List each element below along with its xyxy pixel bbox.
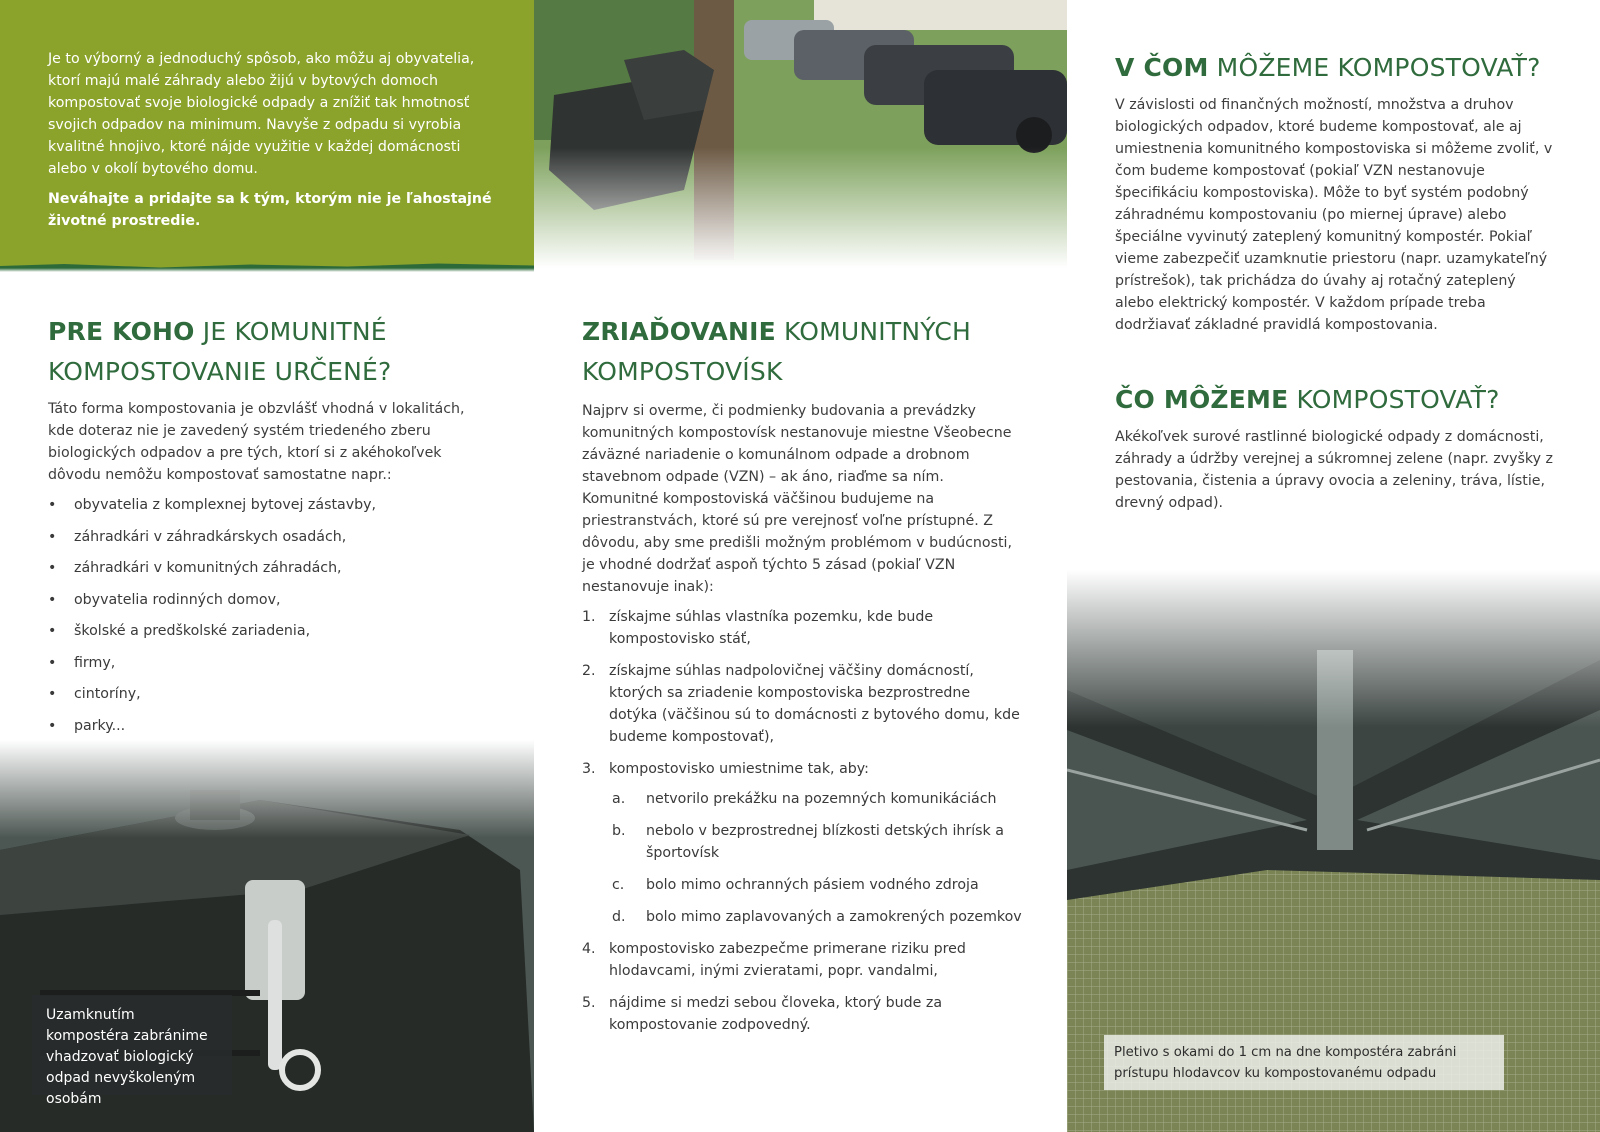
intro-box — [0, 0, 534, 268]
list-item: • firmy, — [48, 652, 488, 674]
principle-item — [582, 660, 1022, 748]
heading-v-com-rest: MÔŽEME KOMPOSTOVAŤ? — [1208, 53, 1541, 82]
heading-zriadovanie-bold: ZRIAĎOVANIE — [582, 317, 776, 346]
principle-text: kompostovisko zabezpečme primerane riziku pred hlodavcami, inými zvieratami, popr. vandalmi, — [609, 941, 966, 979]
principle-item — [582, 992, 1022, 1036]
placement-conditions-list — [609, 788, 1022, 928]
heading-co-mozeme — [1115, 380, 1555, 420]
principle-number: 4. — [582, 941, 596, 957]
heading-pre-koho-rest: JE KOMUNITNÉ KOMPOSTOVANIE URČENÉ? — [48, 317, 392, 386]
principles-list — [582, 606, 1022, 1036]
principle-text: nájdime si medzi sebou človeka, ktorý bude za kompostovanie zodpovedný. — [609, 995, 943, 1033]
principle-text: získajme súhlas nadpolovičnej väčšiny domácností, ktorých sa zriadenie kompostoviska bezprostredne dotýka (väčšinou sú to domácnosti z bytového domu, kde budeme kompostovať), — [609, 663, 1020, 745]
zriadovanie-paragraph: Najprv si overme, či podmienky budovania a prevádzky komunitných kompostovísk nestanovuje miestne Všeobecne záväzné nariadenie o komunálnom odpade a drobnom stavebnom odpade (VZN) – ak áno, riaďme sa ním. Komunitné kompostoviská väčšinou budujeme na priestranstvách, ktoré sú pre verejnosť voľne prístupné. Z dôvodu, aby sme predišli možným problémom v budúcnosti, je vhodné dodržať aspoň týchto 5 zásad (pokiaľ VZN nestanovuje inak): — [582, 403, 1012, 595]
caption-composter-mesh: Pletivo s okami do 1 cm na dne kompostéra zabráni prístupu hlodavcov ku kompostovanému odpadu — [1104, 1035, 1504, 1090]
condition-text: bolo mimo zaplavovaných a zamokrených pozemkov — [646, 909, 1022, 925]
intro-paragraph: Je to výborný a jednoduchý spôsob, ako môžu aj obyvatelia, ktorí majú malé záhrady alebo žijú v bytových domoch kompostovať svoje biologické odpady a znížiť tak hmotnosť svojich odpadov na minimum. Navyše z odpadu si vyrobia kvalitné hnojivo, ktoré nájde využitie v každej domácnosti alebo v okolí bytového domu. — [48, 51, 475, 177]
section-zriadovanie — [582, 312, 1022, 1046]
photo-composters-parking — [534, 0, 1067, 268]
section-v-com — [1115, 48, 1555, 514]
target-groups-list — [48, 494, 488, 737]
condition-text: nebolo v bezprostrednej blízkosti detských ihrísk a športovísk — [646, 823, 1004, 861]
heading-v-com-bold: V ČOM — [1115, 53, 1209, 82]
heading-zriadovanie-rest: KOMUNITNÝCH KOMPOSTOVÍSK — [582, 317, 971, 386]
condition-item — [582, 788, 1022, 810]
list-item: • cintoríny, — [48, 683, 488, 705]
principle-text: kompostovisko umiestnime tak, aby: — [609, 761, 869, 777]
heading-co-mozeme-rest: KOMPOSTOVAŤ? — [1288, 385, 1500, 414]
condition-item — [582, 906, 1022, 928]
condition-text: bolo mimo ochranných pásiem vodného zdroja — [646, 877, 979, 893]
condition-letter: d. — [612, 909, 626, 925]
list-item: • obyvatelia z komplexnej bytovej zástavby, — [48, 494, 488, 516]
heading-v-com — [1115, 48, 1555, 88]
principle-item — [582, 938, 1022, 982]
condition-text: netvorilo prekážku na pozemných komunikáciách — [646, 791, 997, 807]
co-mozeme-paragraph: Akékoľvek surové rastlinné biologické odpady z domácnosti, záhrady a údržby verejnej a súkromnej zelene (napr. zvyšky z pestovania, čistenia a úpravy ovocia a zeleniny, tráva, lístie, drevný odpad). — [1115, 429, 1553, 511]
heading-pre-koho-bold: PRE KOHO — [48, 317, 195, 346]
heading-zriadovanie — [582, 312, 1022, 392]
principle-number: 3. — [582, 761, 596, 777]
photo-composters-parking-illustration — [534, 0, 1067, 268]
principle-item — [582, 758, 1022, 928]
list-item: • záhradkári v záhradkárskych osadách, — [48, 526, 488, 548]
intro-call-to-action: Neváhajte a pridajte sa k tým, ktorým nie je ľahostajné životné prostredie. — [48, 191, 492, 229]
v-com-paragraph: V závislosti od finančných možností, množstva a druhov biologických odpadov, ktoré budeme kompostovať, ale aj umiestnenia komunitného kompostoviska si môžeme zvoliť, v čom budeme kompostovať (pokiaľ VZN nestanovuje špecifikáciu kompostoviska). Môže to byť systém podobný záhradnému kompostovaniu (po miernej úprave) alebo špeciálne vyvinutý zateplený komunitný kompostér. Pokiaľ vieme zabezpečiť uzamknutie priestoru (napr. uzamykateľný prístrešok), tak prichádza do úvahy aj rotačný zateplený alebo elektrický kompostér. V každom prípade treba dodržiavať základné pravidlá kompostovania. — [1115, 97, 1553, 333]
condition-item — [582, 874, 1022, 896]
principle-number: 5. — [582, 995, 596, 1011]
section-pre-koho — [48, 312, 488, 746]
pre-koho-paragraph: Táto forma kompostovania je obzvlášť vhodná v lokalitách, kde doteraz nie je zavedený systém triedeného zberu biologických odpadov a pre tých, ktorí si z akéhokoľvek dôvodu nemôžu kompostovať samostatne napr.: — [48, 401, 465, 483]
caption-locked-composter: Uzamknutím kompostéra zabránime vhadzovať biologický odpad nevyškoleným osobám — [32, 995, 232, 1095]
principle-item — [582, 606, 1022, 650]
condition-letter: b. — [612, 823, 626, 839]
condition-letter: a. — [612, 791, 626, 807]
principle-number: 1. — [582, 609, 596, 625]
list-item: • parky... — [48, 715, 488, 737]
heading-pre-koho — [48, 312, 488, 392]
principle-number: 2. — [582, 663, 596, 679]
condition-letter: c. — [612, 877, 625, 893]
condition-item — [582, 820, 1022, 864]
list-item: • obyvatelia rodinných domov, — [48, 589, 488, 611]
list-item: • záhradkári v komunitných záhradách, — [48, 557, 488, 579]
list-item: • školské a predškolské zariadenia, — [48, 620, 488, 642]
principle-text: získajme súhlas vlastníka pozemku, kde bude kompostovisko stáť, — [609, 609, 934, 647]
heading-co-mozeme-bold: ČO MÔŽEME — [1115, 385, 1289, 414]
